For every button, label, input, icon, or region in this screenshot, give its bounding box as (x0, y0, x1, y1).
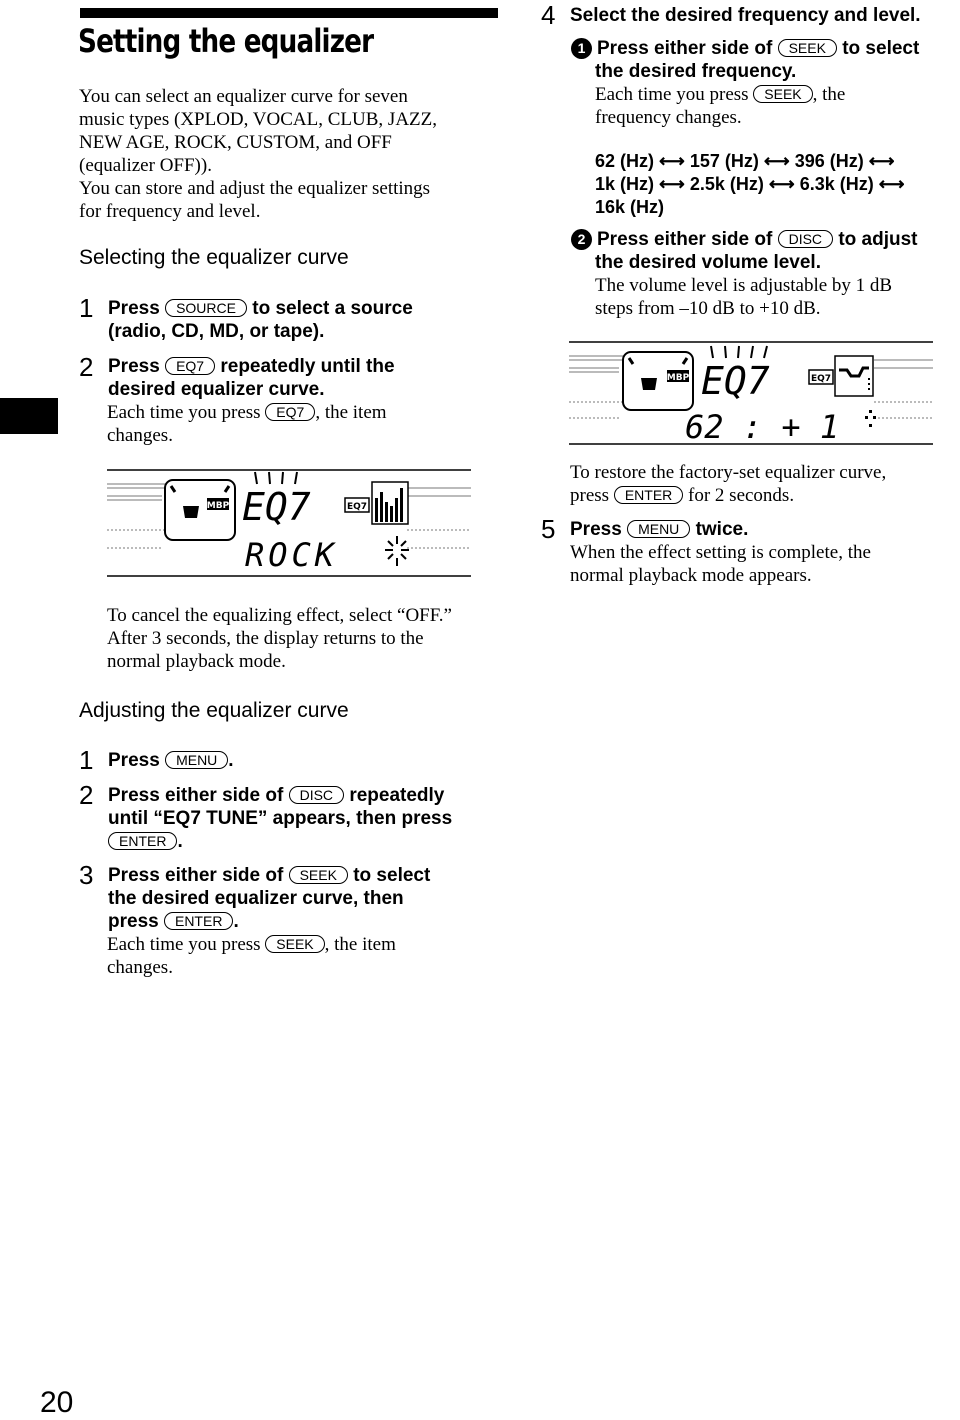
adjust-step-5 (570, 518, 748, 541)
note-text: normal playback mode. (107, 651, 286, 672)
step-4-substep-1 (571, 37, 960, 83)
mbp-badge-text: MBP (666, 373, 690, 383)
note-text: steps from –10 dB to +10 dB. (595, 298, 821, 319)
step-number: 5 (541, 514, 556, 544)
eq7-badge-text: EQ7 (810, 374, 832, 384)
note-text: Each time you press (107, 934, 261, 955)
step-text: repeatedly (349, 785, 445, 806)
note-text: , the item (315, 402, 387, 423)
step-text: Press either side of (108, 865, 284, 886)
lcd-line-2: 62 : + 1 (685, 408, 840, 446)
page-title: Setting the equalizer (78, 22, 374, 60)
step-text: Press either side of (597, 229, 773, 250)
intro-line: You can store and adjust the equalizer settings (79, 178, 431, 199)
enter-key: ENTER (164, 912, 233, 930)
step-number: 2 (79, 780, 94, 810)
step-text: the desired equalizer curve, then (108, 888, 404, 909)
lcd-display-frequency (569, 340, 933, 446)
frequency-value: 62 (Hz) (595, 151, 655, 171)
bidirectional-arrow-icon: ⟷ (659, 151, 685, 171)
bidirectional-arrow-icon: ⟷ (768, 174, 795, 194)
intro-line: music types (XPLOD, VOCAL, CLUB, JAZZ, (79, 109, 438, 130)
disc-key: DISC (289, 786, 344, 804)
adjust-step-4: Select the desired frequency and level. (570, 5, 921, 26)
bidirectional-arrow-icon: ⟷ (659, 174, 685, 194)
step-text: Press (108, 356, 160, 377)
lcd-display-rock (107, 468, 471, 578)
seek-key: SEEK (289, 866, 348, 884)
lcd-line-1: EQ7 (701, 359, 770, 403)
eq7-badge-text: EQ7 (346, 502, 368, 512)
section-heading-selecting: Selecting the equalizer curve (79, 246, 349, 269)
header-rule (80, 8, 498, 18)
section-tab (0, 398, 58, 434)
step-text: to select (353, 865, 431, 886)
intro-line: (equalizer OFF)). (79, 155, 212, 176)
note-text: changes. (107, 957, 173, 978)
section-heading-adjusting: Adjusting the equalizer curve (79, 699, 349, 722)
step-text: press (108, 911, 159, 932)
step-text: Press either side of (597, 38, 773, 59)
bidirectional-arrow-icon: ⟷ (868, 151, 895, 171)
step-text: . (228, 750, 234, 771)
adjust-step-5-note (570, 541, 871, 587)
note-text: After 3 seconds, the display returns to the (107, 628, 424, 649)
note-text: frequency changes. (595, 107, 742, 128)
disc-key: DISC (778, 230, 833, 248)
step-text: repeatedly until the (220, 356, 395, 377)
menu-key: MENU (165, 751, 228, 769)
note-text: press (570, 485, 610, 506)
step-text: . (233, 911, 239, 932)
lcd-line-1: EQ7 (242, 485, 311, 529)
step-text: . (177, 831, 183, 852)
frequency-value: 1k (Hz) (595, 174, 655, 194)
step-text: to select a source (252, 298, 413, 319)
step-number: 2 (79, 352, 94, 382)
note-text: for 2 seconds. (688, 485, 795, 506)
intro-line: for frequency and level. (79, 201, 261, 222)
step-text: the desired frequency. (595, 61, 797, 82)
step-text: twice. (695, 519, 749, 540)
eq-dots-icon (868, 378, 870, 390)
step-number: 1 (79, 745, 94, 775)
step-text: Press (108, 298, 160, 319)
adjust-step-3 (108, 864, 508, 933)
substep-marker: 2 (571, 229, 592, 250)
eq7-key: EQ7 (265, 403, 315, 421)
frequency-value: 16k (Hz) (595, 197, 665, 217)
bidirectional-arrow-icon: ⟷ (878, 174, 905, 194)
page-number: 20 (40, 1386, 74, 1419)
bear-icon (641, 378, 657, 390)
step-text: desired equalizer curve. (108, 379, 325, 400)
note-text: Each time you press (107, 402, 261, 423)
blink-icon (385, 536, 409, 566)
frequency-value: 157 (Hz) (689, 151, 759, 171)
step-text: Press either side of (108, 785, 284, 806)
note-text: normal playback mode appears. (570, 565, 812, 586)
seek-key: SEEK (753, 85, 812, 103)
frequency-value: 396 (Hz) (794, 151, 864, 171)
step-number: 1 (79, 293, 94, 323)
restore-note (570, 461, 886, 507)
substep-marker: 1 (571, 38, 592, 59)
note-text: To cancel the equalizing effect, select “OFF.” (107, 605, 452, 626)
note-text: Each time you press (595, 84, 749, 105)
bidirectional-arrow-icon: ⟷ (763, 151, 790, 171)
step-text: (radio, CD, MD, or tape). (108, 321, 325, 342)
cancel-note (107, 604, 452, 673)
intro-line: You can select an equalizer curve for seven (79, 86, 408, 107)
step-4-substep-1-note (595, 83, 845, 129)
lcd-line-2: ROCK (245, 536, 339, 574)
mbp-badge-text: MBP (206, 501, 230, 511)
intro-line: NEW AGE, ROCK, CUSTOM, and OFF (79, 132, 392, 153)
note-text: changes. (107, 425, 173, 446)
select-step-1 (108, 297, 498, 343)
enter-key: ENTER (614, 486, 683, 504)
adjust-step-1 (108, 749, 234, 772)
step-number: 3 (79, 860, 94, 890)
note-text: , the (812, 84, 846, 105)
frequency-sequence (595, 150, 905, 219)
step-4-substep-2-note (595, 274, 892, 320)
select-step-2 (108, 355, 498, 401)
step-4-substep-2 (571, 228, 960, 274)
seek-key: SEEK (778, 39, 837, 57)
cursor-arrow-icon (865, 410, 876, 427)
enter-key: ENTER (108, 832, 177, 850)
frequency-value: 6.3k (Hz) (799, 174, 874, 194)
step-text: the desired volume level. (595, 252, 821, 273)
select-step-2-note (107, 401, 387, 447)
note-text: To restore the factory-set equalizer curve, (570, 462, 887, 483)
step-text: to adjust (838, 229, 918, 250)
intro-paragraph (79, 85, 437, 223)
note-text: When the effect setting is complete, the (570, 542, 871, 563)
step-text: to select (842, 38, 920, 59)
note-text: The volume level is adjustable by 1 dB (595, 275, 893, 296)
seek-key: SEEK (265, 935, 324, 953)
eq7-key: EQ7 (165, 357, 215, 375)
source-key: SOURCE (165, 299, 247, 317)
note-text: , the item (324, 934, 396, 955)
step-text: until “EQ7 TUNE” appears, then press (108, 808, 453, 829)
menu-key: MENU (627, 520, 690, 538)
bear-icon (183, 506, 199, 518)
step-text: Press (108, 750, 160, 771)
adjust-step-2 (108, 784, 508, 853)
step-text: Press (570, 519, 622, 540)
step-number: 4 (541, 0, 556, 30)
adjust-step-3-note (107, 933, 396, 979)
frequency-value: 2.5k (Hz) (689, 174, 764, 194)
